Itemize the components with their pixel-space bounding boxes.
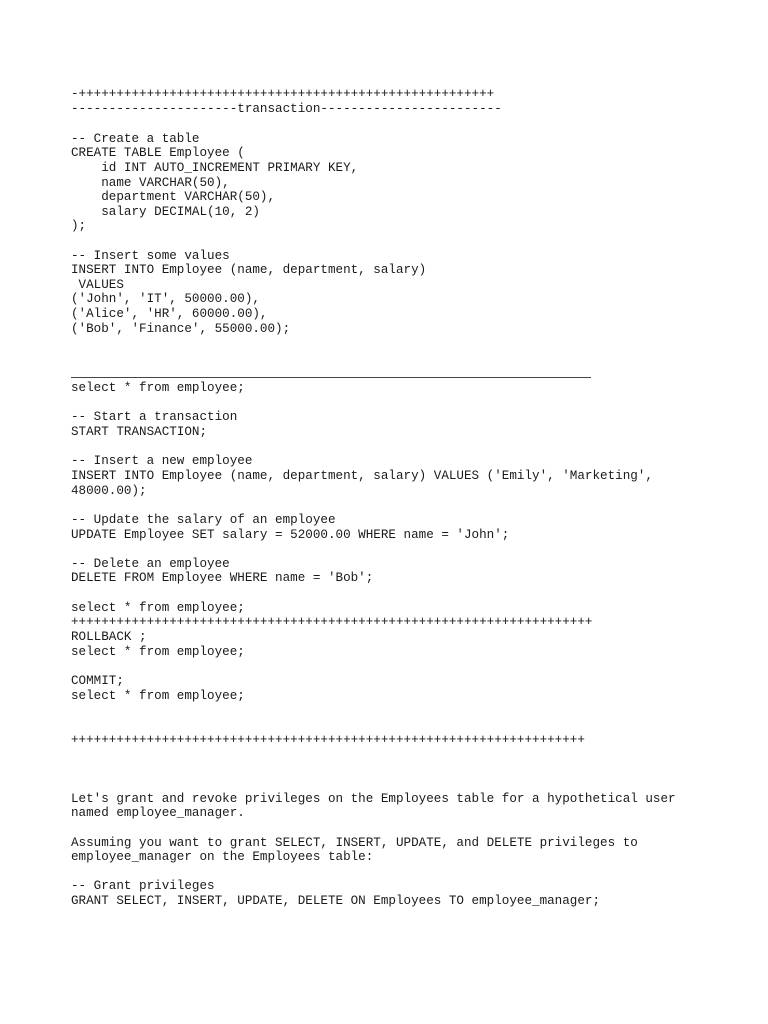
code-line: select * from employee; (71, 601, 245, 615)
code-line: GRANT SELECT, INSERT, UPDATE, DELETE ON Employees TO employee_manager; (71, 894, 601, 908)
code-line: START TRANSACTION; (71, 425, 208, 439)
paragraph-line: named employee_manager. (71, 806, 245, 820)
code-line: ('Bob', 'Finance', 55000.00); (71, 322, 291, 336)
code-line: INSERT INTO Employee (name, department, salary) (71, 263, 427, 277)
code-line: salary DECIMAL(10, 2) (71, 205, 260, 219)
comment-start-transaction: -- Start a transaction (71, 410, 238, 424)
code-line: VALUES (71, 278, 124, 292)
code-line: 48000.00); (71, 484, 147, 498)
code-line: COMMIT; (71, 674, 124, 688)
separator-plus-line: -+++++++++++++++++++++++++++++++++++++++++++++++++++++++ (71, 87, 495, 101)
transaction-heading: ----------------------transaction------------------------ (71, 102, 502, 116)
code-line: select * from employee; (71, 645, 245, 659)
code-line: id INT AUTO_INCREMENT PRIMARY KEY, (71, 161, 359, 175)
paragraph-line: Let's grant and revoke privileges on the Employees table for a hypothetical user (71, 792, 676, 806)
code-line: CREATE TABLE Employee ( (71, 146, 245, 160)
comment-update-salary: -- Update the salary of an employee (71, 513, 336, 527)
paragraph-line: Assuming you want to grant SELECT, INSERT, UPDATE, and DELETE privileges to (71, 836, 638, 850)
code-line: name VARCHAR(50), (71, 176, 230, 190)
code-line: ('John', 'IT', 50000.00), (71, 292, 260, 306)
separator-plus-line: +++++++++++++++++++++++++++++++++++++++++++++++++++++++++++++++++++++ (71, 615, 593, 629)
comment-grant-privileges: -- Grant privileges (71, 879, 215, 893)
comment-insert-values: -- Insert some values (71, 249, 230, 263)
horizontal-divider (71, 377, 591, 378)
code-line: UPDATE Employee SET salary = 52000.00 WHERE name = 'John'; (71, 528, 510, 542)
code-line: ROLLBACK ; (71, 630, 147, 644)
comment-delete-employee: -- Delete an employee (71, 557, 230, 571)
separator-plus-line: ++++++++++++++++++++++++++++++++++++++++++++++++++++++++++++++++++++ (71, 733, 585, 747)
code-line: select * from employee; (71, 381, 245, 395)
code-line: select * from employee; (71, 689, 245, 703)
code-line: ); (71, 219, 87, 233)
code-line: INSERT INTO Employee (name, department, salary) VALUES ('Emily', 'Marketing', (71, 469, 653, 483)
code-line: ('Alice', 'HR', 60000.00), (71, 307, 268, 321)
comment-create-table: -- Create a table (71, 132, 200, 146)
comment-insert-employee: -- Insert a new employee (71, 454, 253, 468)
code-line: DELETE FROM Employee WHERE name = 'Bob'; (71, 571, 374, 585)
code-line: department VARCHAR(50), (71, 190, 276, 204)
paragraph-line: employee_manager on the Employees table: (71, 850, 374, 864)
